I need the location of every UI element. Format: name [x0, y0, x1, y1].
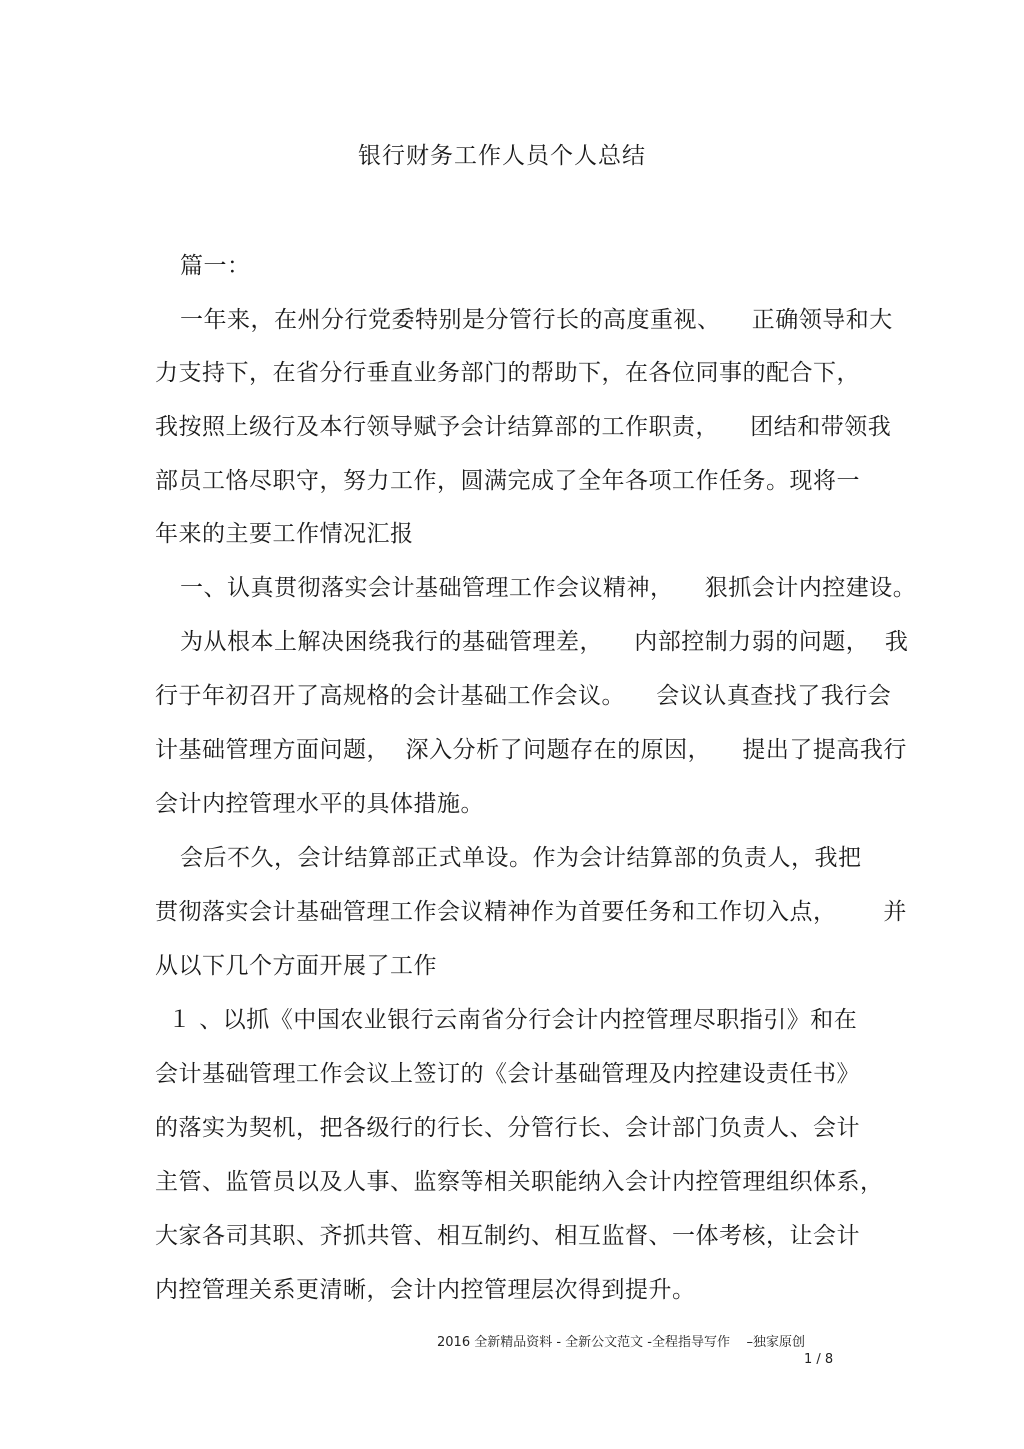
paragraph-line: 内控管理关系更清晰，会计内控管理层次得到提升。 [155, 1277, 696, 1303]
document-title: 银行财务工作人员个人总结 [358, 143, 646, 169]
section-heading: 篇一： [180, 253, 251, 279]
footer-text: 2016 全新精品资料 - 全新公文范文 -全程指导写作 –独家原创 [437, 1335, 806, 1350]
paragraph-line: 计基础管理方面问题， 深入分析了问题存在的原因， 提出了提高我行 [155, 737, 907, 763]
paragraph-line: 部员工恪尽职守，努力工作，圆满完成了全年各项工作任务。现将一 [155, 468, 860, 494]
paragraph-line: 的落实为契机，把各级行的行长、分管行长、会计部门负责人、会计 [155, 1115, 860, 1141]
page-number: 1 / 8 [804, 1352, 834, 1367]
paragraph-line: 为从根本上解决困绕我行的基础管理差， 内部控制力弱的问题， 我 [180, 629, 909, 655]
paragraph-line: 年来的主要工作情况汇报 [155, 521, 414, 547]
paragraph-line: 贯彻落实会计基础管理工作会议精神作为首要任务和工作切入点， 并 [155, 899, 907, 925]
paragraph-line: １ 、以抓《中国农业银行云南省分行会计内控管理尽职指引》和在 [168, 1007, 858, 1033]
paragraph-line: 会计基础管理工作会议上签订的《会计基础管理及内控建设责任书》 [155, 1061, 860, 1087]
paragraph-line: 会计内控管理水平的具体措施。 [155, 791, 484, 817]
paragraph-line: 一、认真贯彻落实会计基础管理工作会议精神， 狠抓会计内控建设。 [180, 575, 917, 601]
paragraph-line: 从以下几个方面开展了工作 [155, 953, 437, 979]
paragraph-line: 大家各司其职、齐抓共管、相互制约、相互监督、一体考核，让会计 [155, 1223, 860, 1249]
paragraph-line: 一年来，在州分行党委特别是分管行长的高度重视、 正确领导和大 [180, 307, 893, 333]
paragraph-line: 会后不久，会计结算部正式单设。作为会计结算部的负责人，我把 [180, 845, 862, 871]
paragraph-line: 主管、监管员以及人事、监察等相关职能纳入会计内控管理组织体系， [155, 1169, 884, 1195]
paragraph-line: 我按照上级行及本行领导赋予会计结算部的工作职责， 团结和带领我 [155, 414, 892, 440]
paragraph-line: 力支持下，在省分行垂直业务部门的帮助下，在各位同事的配合下， [155, 360, 860, 386]
paragraph-line: 行于年初召开了高规格的会计基础工作会议。 会议认真查找了我行会 [155, 683, 892, 709]
